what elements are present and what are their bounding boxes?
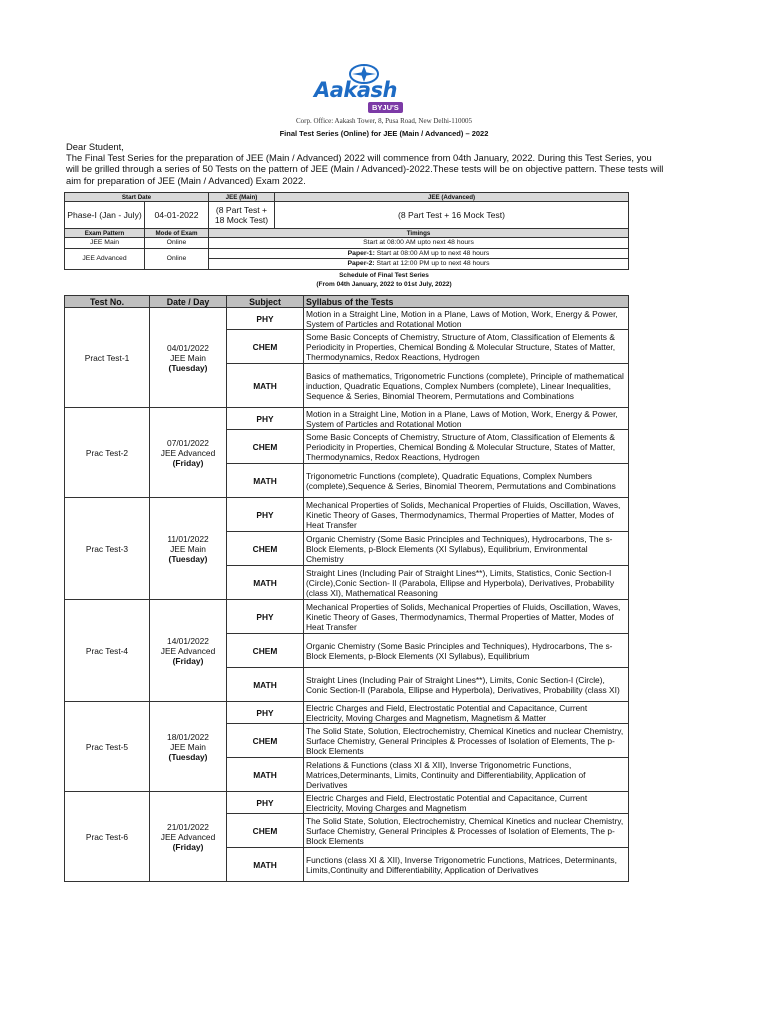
subject-cell: PHY <box>227 308 304 330</box>
subject-cell: MATH <box>227 668 304 702</box>
test-date: 11/01/2022 <box>167 533 209 544</box>
subject-cell: CHEM <box>227 330 304 364</box>
corp-office-address: Corp. Office: Aakash Tower, 8, Pusa Road, New Delhi-110005 <box>295 117 472 125</box>
pattern-jee-main: JEE Main <box>65 238 145 249</box>
table-row <box>65 498 629 532</box>
test-exam: JEE Main <box>170 543 206 554</box>
syllabus-cell: Some Basic Concepts of Chemistry, Structure of Atom, Classification of Elements & Periodicity in Properties, Chemical Bonding & Molecular Structure, States of Matter, Thermodynamics, Redox Reactions, Hydrogen <box>304 430 629 464</box>
date-day-header: Date / Day <box>150 296 227 308</box>
schedule-header-row <box>65 296 629 308</box>
jee-advanced-header: JEE (Advanced) <box>275 193 629 202</box>
test-number: Prac Test-4 <box>65 600 150 702</box>
syllabus-header: Syllabus of the Tests <box>304 296 629 308</box>
test-exam: JEE Main <box>170 741 206 752</box>
syllabus-cell: Functions (class XI & XII), Inverse Trigonometric Functions, Matrices, Determinants, Limits,Continuity and Differentiability, Application of Derivatives <box>304 848 629 882</box>
subject-cell: MATH <box>227 758 304 792</box>
syllabus-cell: Mechanical Properties of Solids, Mechanical Properties of Fluids, Oscillation, Waves, Kinetic Theory of Gases, Thermodynamics, Thermal Properties of Matter, Modes of Heat Transfer <box>304 498 629 532</box>
table-row <box>65 408 629 430</box>
jee-main-timing-row <box>65 238 629 249</box>
test-number: Prac Test-3 <box>65 498 150 600</box>
syllabus-cell: Electric Charges and Field, Electrostatic Potential and Capacitance, Current Electricity, Moving Charges and Magnetism <box>304 792 629 814</box>
mode-jee-advanced: Online <box>145 248 209 269</box>
intro-letter <box>66 141 666 186</box>
test-date-day <box>150 702 227 792</box>
jee-main-tests: (8 Part Test + 18 Mock Test) <box>209 202 275 229</box>
subject-cell: CHEM <box>227 634 304 668</box>
schedule-table <box>64 295 629 882</box>
pattern-header-row <box>65 229 629 238</box>
test-date: 14/01/2022 <box>167 635 209 646</box>
test-number: Pract Test-1 <box>65 308 150 408</box>
test-date: 07/01/2022 <box>167 437 209 448</box>
table-row <box>65 792 629 814</box>
test-number: Prac Test-2 <box>65 408 150 498</box>
test-series-info-table <box>64 192 629 270</box>
timing-paper-1: Paper-1: Start at 08:00 AM up to next 48 hours <box>209 248 629 259</box>
syllabus-cell: Straight Lines (Including Pair of Straight Lines**), Limits, Conic Section-I (Circle), Conic Section-II (Parabola, Ellipse and Hyperbola), Derivatives, Probability (class XI) <box>304 668 629 702</box>
table-row <box>65 600 629 634</box>
greeting: Dear Student, <box>66 141 124 152</box>
syllabus-cell: Motion in a Straight Line, Motion in a Plane, Laws of Motion, Work, Energy & Power, System of Particles and Rotational Motion <box>304 308 629 330</box>
test-day: (Friday) <box>172 655 204 666</box>
subject-cell: CHEM <box>227 814 304 848</box>
subject-cell: CHEM <box>227 532 304 566</box>
test-date-day <box>150 498 227 600</box>
syllabus-cell: Organic Chemistry (Some Basic Principles and Techniques), Hydrocarbons, The s-Block Elements, p-Block Elements (XI Syllabus), Equilibrium, Environmental Chemistry <box>304 532 629 566</box>
test-day: (Tuesday) <box>168 362 208 373</box>
syllabus-cell: Basics of mathematics, Trigonometric Functions (complete), Principle of mathematical induction, Quadratic Equations, Complex Numbers (complete), Linear Inequalities, Sequence & Series, Binomial Theorem, Permutations and Combinations <box>304 364 629 408</box>
intro-body: The Final Test Series for the preparation of JEE (Main / Advanced) 2022 will commence from 04th January, 2022. During this Test Series, you will be grilled through a series of 50 Tests on the pattern of JEE (Main / Advanced)-2022.These tests will be on objective pattern. These tests will aim for preparation of JEE (Main / Advanced) Exam 2022. <box>66 152 664 186</box>
mode-header: Mode of Exam <box>145 229 209 238</box>
test-day: (Tuesday) <box>168 751 208 762</box>
schedule-title: Schedule of Final Test Series <box>339 272 429 279</box>
timing-jee-main: Start at 08:00 AM upto next 48 hours <box>209 238 629 249</box>
subject-cell: PHY <box>227 600 304 634</box>
aakash-logo <box>300 64 468 120</box>
schedule-body <box>65 308 629 882</box>
syllabus-cell: Relations & Functions (class XI & XII), Inverse Trigonometric Functions, Matrices,Determinants, Limits, Continuity and Differentiability, Application of Derivatives <box>304 758 629 792</box>
syllabus-cell: Electric Charges and Field, Electrostatic Potential and Capacitance, Current Electricity, Moving Charges and Magnetism, Magnetism & Matter <box>304 702 629 724</box>
test-date: 21/01/2022 <box>167 821 209 832</box>
phase-label: Phase-I (Jan - July) <box>65 202 145 229</box>
jee-main-header: JEE (Main) <box>209 193 275 202</box>
start-date-header: Start Date <box>65 193 209 202</box>
syllabus-cell: Organic Chemistry (Some Basic Principles and Techniques), Hydrocarbons, The s-Block Elements, p-Block Elements (XI Syllabus), Equilibrium <box>304 634 629 668</box>
phase-row <box>65 202 629 229</box>
syllabus-cell: Straight Lines (Including Pair of Straight Lines**), Limits, Statistics, Conic Section-I (Circle),Conic Section- II (Parabola, Ellipse and Hyperbola), Derivatives, Probability (class XI), Mathematical Reasoning <box>304 566 629 600</box>
test-exam: JEE Main <box>170 352 206 363</box>
test-date-day <box>150 408 227 498</box>
jee-advanced-tests: (8 Part Test + 16 Mock Test) <box>275 202 629 229</box>
test-date: 04/01/2022 <box>167 342 209 353</box>
syllabus-cell: The Solid State, Solution, Electrochemistry, Chemical Kinetics and nuclear Chemistry, Surface Chemistry, General Principles & Processes of Isolation of Elements, The p-Block Elements <box>304 724 629 758</box>
subject-cell: PHY <box>227 702 304 724</box>
subject-cell: MATH <box>227 364 304 408</box>
timings-header: Timings <box>209 229 629 238</box>
syllabus-cell: Mechanical Properties of Solids, Mechanical Properties of Fluids, Oscillation, Waves, Kinetic Theory of Gases, Thermodynamics, Thermal Properties of Matter, Modes of Heat Transfer <box>304 600 629 634</box>
mode-jee-main: Online <box>145 238 209 249</box>
subject-cell: MATH <box>227 464 304 498</box>
subject-cell: MATH <box>227 566 304 600</box>
table-row <box>65 308 629 330</box>
start-date: 04-01-2022 <box>145 202 209 229</box>
subject-cell: PHY <box>227 408 304 430</box>
subject-cell: PHY <box>227 498 304 532</box>
exam-pattern-header: Exam Pattern <box>65 229 145 238</box>
test-date-day <box>150 600 227 702</box>
test-exam: JEE Advanced <box>160 447 216 458</box>
test-no-header: Test No. <box>65 296 150 308</box>
info-header-row <box>65 193 629 202</box>
pattern-jee-advanced: JEE Advanced <box>65 248 145 269</box>
subject-header: Subject <box>227 296 304 308</box>
test-day: (Friday) <box>172 841 204 852</box>
syllabus-cell: Trigonometric Functions (complete), Quadratic Equations, Complex Numbers (complete),Sequence & Series, Binomial Theorem, Permutations and Combinations <box>304 464 629 498</box>
table-row <box>65 702 629 724</box>
subject-cell: CHEM <box>227 430 304 464</box>
subject-cell: PHY <box>227 792 304 814</box>
syllabus-cell: Some Basic Concepts of Chemistry, Structure of Atom, Classification of Elements & Periodicity in Properties, Chemical Bonding & Molecular Structure, States of Matter, Thermodynamics, Redox Reactions, Hydrogen <box>304 330 629 364</box>
test-date-day <box>150 308 227 408</box>
subject-cell: CHEM <box>227 724 304 758</box>
test-exam: JEE Advanced <box>160 645 216 656</box>
document-title: Final Test Series (Online) for JEE (Main / Advanced) – 2022 <box>279 129 489 138</box>
test-exam: JEE Advanced <box>160 831 216 842</box>
test-number: Prac Test-6 <box>65 792 150 882</box>
test-number: Prac Test-5 <box>65 702 150 792</box>
test-day: (Tuesday) <box>168 553 208 564</box>
syllabus-cell: Motion in a Straight Line, Motion in a Plane, Laws of Motion, Work, Energy & Power, System of Particles and Rotational Motion <box>304 408 629 430</box>
brand-sub: BYJU'S <box>368 102 403 113</box>
syllabus-cell: The Solid State, Solution, Electrochemistry, Chemical Kinetics and nuclear Chemistry, Surface Chemistry, General Principles & Processes of Isolation of Elements, The p-Block Elements <box>304 814 629 848</box>
jee-advanced-timing-row-1 <box>65 248 629 259</box>
test-date-day <box>150 792 227 882</box>
timing-paper-2: Paper-2: Start at 12:00 PM up to next 48 hours <box>209 259 629 270</box>
schedule-date-range: (From 04th January, 2022 to 01st July, 2022) <box>316 281 452 288</box>
test-day: (Friday) <box>172 457 204 468</box>
brand-name: Aakash <box>314 78 398 102</box>
test-date: 18/01/2022 <box>167 731 209 742</box>
subject-cell: MATH <box>227 848 304 882</box>
